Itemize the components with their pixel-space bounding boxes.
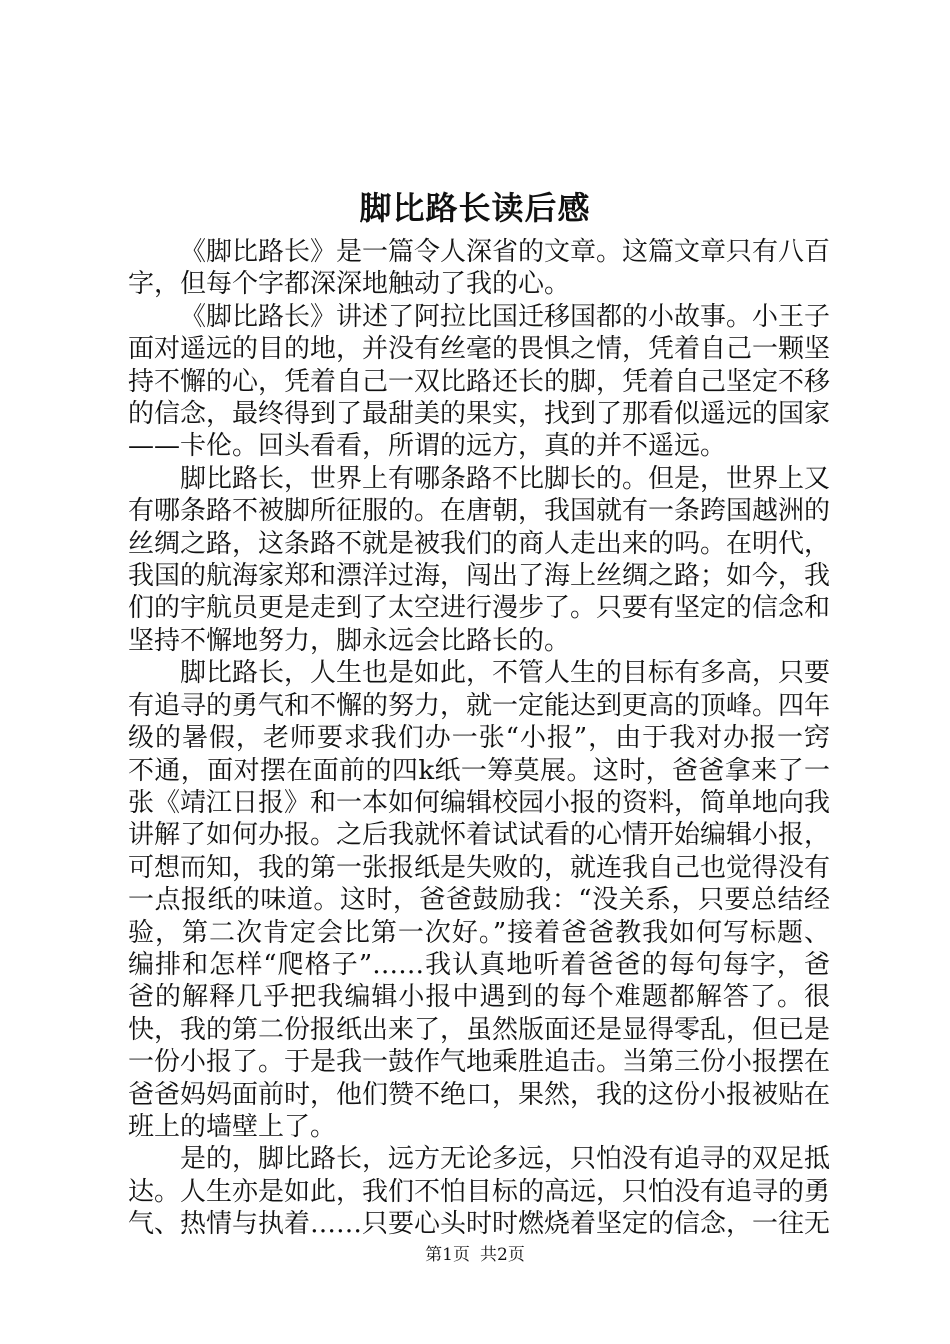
paragraph: 脚比路长，人生也是如此，不管人生的目标有多高，只要有追寻的勇气和不懈的努力，就一定能达到更高的顶峰。四年级的暑假，老师要求我们办一张“小报”，由于我对办报一窍不通，面对摆在面前的四k纸一筹莫展。这时，爸爸拿来了一张《靖江日报》和一本如何编辑校园小报的资料，简单地向我讲解了如何办报。之后我就怀着试试看的心情开始编辑小报，可想而知，我的第一张报纸是失败的，就连我自己也觉得没有一点报纸的味道。这时，爸爸鼓励我：“没关系，只要总结经验，第二次肯定会比第一次好。”接着爸爸教我如何写标题、编排和怎样“爬格子”……我认真地听着爸爸的每句每字，爸爸的解释几乎把我编辑小报中遇到的每个难题都解答了。很快，我的第二份报纸出来了，虽然版面还是显得零乱，但已是一份小报了。于是我一鼓作气地乘胜追击。当第三份小报摆在爸爸妈妈面前时，他们赞不绝口，果然，我的这份小报被贴在班上的墙壁上了。 <box>128 658 831 1142</box>
paragraph: 脚比路长，世界上有哪条路不比脚长的。但是，世界上又有哪条路不被脚所征服的。在唐朝，我国就有一条跨国越洲的丝绸之路，这条路不就是被我们的商人走出来的吗。在明代，我国的航海家郑和漂洋过海，闯出了海上丝绸之路；如今，我们的宇航员更是走到了太空进行漫步了。只要有坚定的信念和坚持不懈地努力，脚永远会比路长的。 <box>128 463 831 656</box>
document-body <box>128 236 830 1241</box>
paragraph: 《脚比路长》讲述了阿拉比国迁移国都的小故事。小王子面对遥远的目的地，并没有丝毫的畏惧之情，凭着自己一颗坚持不懈的心，凭着自己一双比路还长的脚，凭着自己坚定不移的信念，最终得到了最甜美的果实，找到了那看似遥远的国家——卡伦。回头看看，所谓的远方，真的并不遥远。 <box>128 301 831 462</box>
page-number-total: 共2页 <box>480 1245 525 1265</box>
page-number-current: 第1页 <box>425 1245 470 1265</box>
paragraph: 《脚比路长》是一篇令人深省的文章。这篇文章只有八百字，但每个字都深深地触动了我的心。 <box>128 237 831 300</box>
paragraph: 是的，脚比路长，远方无论多远，只怕没有追寻的双足抵达。人生亦是如此，我们不怕目标的高远，只怕没有追寻的勇气、热情与执着……只要心头时时燃烧着坚定的信念，一往无 <box>128 1144 831 1240</box>
page-footer <box>0 1243 950 1267</box>
document-title: 脚比路长读后感 <box>359 189 591 227</box>
